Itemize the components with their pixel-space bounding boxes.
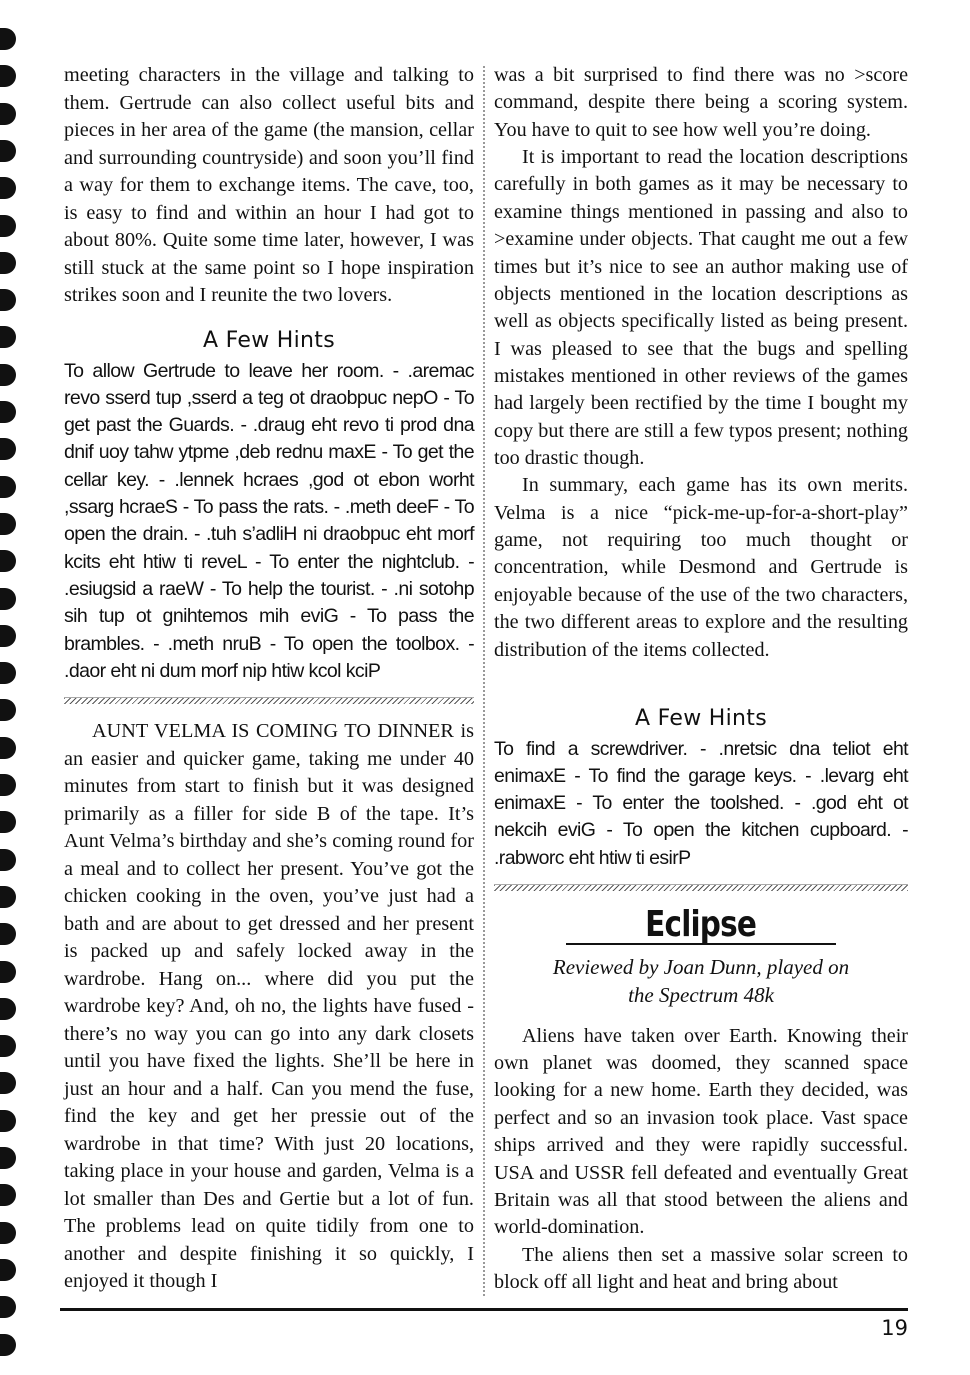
hints-heading-right: A Few Hints <box>634 705 767 731</box>
binding-hole <box>0 699 16 721</box>
byline <box>494 953 908 1009</box>
eclipse-paragraph-2: The aliens then set a massive solar screen to block off all light and heat and bring about <box>494 1243 908 1293</box>
binding-hole <box>0 364 16 386</box>
right-column <box>494 62 908 1296</box>
eclipse-paragraph-1: Aliens have taken over Earth. Knowing their own planet was doomed, they scanned space looking for a new home. Earth they decided, was perfect and so an invasion took place. Vast space ships arrived and they were rapidly successful. USA and USSR fell defeated and eventually Great Britain was all that stood between the aliens and world-domination. <box>494 1024 908 1239</box>
left-column <box>64 62 474 1296</box>
binding-hole <box>0 998 16 1020</box>
binding-hole <box>0 326 16 348</box>
binding-hole <box>0 289 16 311</box>
section-divider-right <box>494 884 908 891</box>
velma-paragraph: AUNT VELMA IS COMING TO DINNER is an easier and quicker game, taking me under 40 minutes from start to finish but it was designed primarily as a filler for side B of the tape. It’s Aunt Velma’s birthday and she’s coming round for a meal and to collect her present. You’ve got the chicken cooking in the oven, you’ve just had a bath and are about to get dressed and her present is packed up and safely locked away in the wardrobe. Hang on... where did you put the wardrobe key? And, oh no, the lights have fused - there’s no way you can go into any dark closets until you have fixed the lights. She’ll be here in just an hour and a half. Can you mend the fuse, find the key and get her pressie out of the wardrobe in that time? With just 20 locations, taking place in your house and garden, Velma is a lot smaller than Des and Gertie but a lot of fun. The problems lead on quite tidily from one to another and despite finishing it so quickly, I enjoyed it though I <box>64 720 474 1293</box>
binding-hole <box>0 1334 16 1356</box>
binding-hole <box>0 625 16 647</box>
review-title: Eclipse <box>645 903 757 945</box>
binding-hole <box>0 65 16 87</box>
binding-hole <box>0 886 16 908</box>
binding-hole <box>0 476 16 498</box>
binding-hole <box>0 550 16 572</box>
binding-hole <box>0 28 16 50</box>
review-paragraph-1: was a bit surprised to find there was no >score command, despite there being a scoring system. You have to quit to see how well you’re doing. <box>494 64 908 141</box>
binding-hole <box>0 923 16 945</box>
binding-hole <box>0 774 16 796</box>
binding-hole <box>0 1222 16 1244</box>
binding-hole <box>0 252 16 274</box>
binding-hole <box>0 961 16 983</box>
spiral-binding <box>0 0 30 1375</box>
binding-hole <box>0 849 16 871</box>
hints-heading-left: A Few Hints <box>202 327 335 353</box>
binding-hole <box>0 513 16 535</box>
binding-hole <box>0 1110 16 1132</box>
binding-hole <box>0 438 16 460</box>
page-number: 19 <box>881 1316 908 1340</box>
binding-hole <box>0 662 16 684</box>
binding-hole <box>0 811 16 833</box>
binding-hole <box>0 103 16 125</box>
binding-hole <box>0 1184 16 1206</box>
byline-line-1: Reviewed by Joan Dunn, played on <box>552 954 850 979</box>
binding-hole <box>0 1259 16 1281</box>
binding-hole <box>0 140 16 162</box>
binding-hole <box>0 1035 16 1057</box>
review-paragraph-3: In summary, each game has its own merits. Velma is a nice “pick-me-up-for-a-short-play” game, not requiring too much thought or concentration, while Desmond and Gertrude is enjoyable because of the use of the two characters, the two different areas to explore and the resulting distribution of the items collected. <box>494 474 908 661</box>
binding-hole <box>0 1072 16 1094</box>
section-divider <box>64 697 474 704</box>
binding-hole <box>0 737 16 759</box>
footer-rule <box>60 1308 908 1311</box>
intro-paragraph: meeting characters in the village and talking to them. Gertrude can also collect useful bits and pieces in her area of the game (the mansion, cellar and surrounding countryside) and soon you’ll find a way for them to exchange items. The cave, too, is easy to find and within an hour I had got to about 80%. Quite some time later, however, I was still stuck at the same point so I hope inspiration strikes soon and I reunite the two lovers. <box>64 64 474 306</box>
eclipse-header <box>494 905 908 947</box>
binding-hole <box>0 1296 16 1318</box>
hints-list-left: To allow Gertrude to leave her room. - .aremac revo sserd tup ,sserd a teg ot draobpuc nepO - To get past the Guards. - .draug eht revo ti prod dna dnif uoy tahw ytpme ,deb rednu maxE - To get the cellar key. - .lennek hcraes ,god ot ebon worht ,ssarg hcraeS - To pass the rats. - .meth deeF - To open the drain. - .tuh s’adliH ni draobpuc eht morf kcits eht htiw ti reveL - To enter the nightclub. - .esiugsid a raeW - To help the tourist. - .ni sotohp sih tup ot gnihtemos mih eviG - To pass the brambles. - .meth nruB - To open the toolbox. - .daor eht ni dum morf nip htiw kcol kciP <box>64 359 474 682</box>
column-divider <box>483 66 485 1296</box>
binding-hole <box>0 401 16 423</box>
byline-line-2: the Spectrum 48k <box>628 982 774 1007</box>
binding-hole <box>0 177 16 199</box>
binding-hole <box>0 588 16 610</box>
binding-hole <box>0 1147 16 1169</box>
hints-list-right: To find a screwdriver. - .nretsic dna teliot eht enimaxE - To find the garage keys. - .levarg eht enimaxE - To enter the toolshed. - .god eht ot nekcih eviG - To open the kitchen cupboard. - .rabworc eht htiw ti esirP <box>494 737 908 869</box>
title-underline <box>566 943 836 945</box>
binding-hole <box>0 215 16 237</box>
review-paragraph-2: It is important to read the location descriptions carefully in both games as it may be necessary to examine things mentioned in passing and also to >examine under objects. That caught me out a few times but it’s nice to see an author making use of objects mentioned in the location descriptions as well as objects specifically listed as being present. I was pleased to see that the bugs and spelling mistakes mentioned in other reviews of the games had largely been rectified by the time I bought my copy but there are still a few typos present; nothing too drastic though. <box>494 146 908 470</box>
